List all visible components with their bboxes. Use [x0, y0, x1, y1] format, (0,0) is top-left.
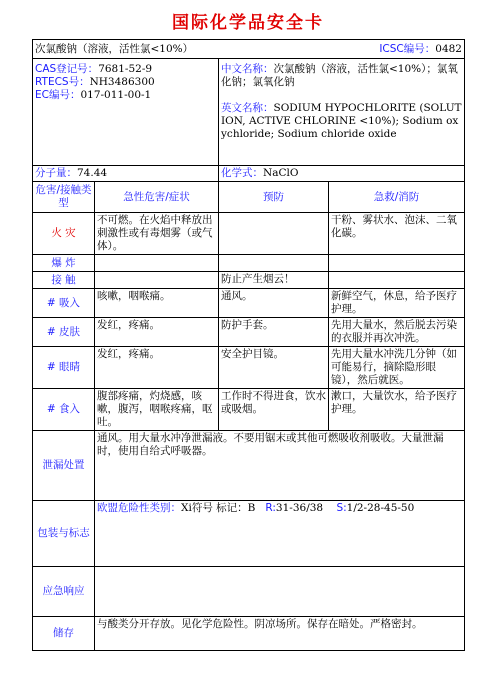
- hazard-type: 火 灾: [33, 213, 95, 255]
- hazard-first-aid: 先用大量水冲洗几分钟（如可能易行，摘除隐形眼镜），然后就医。: [329, 347, 465, 389]
- spill-label: 泄漏处置: [33, 431, 95, 501]
- s-phrase-label: S:: [336, 502, 347, 514]
- emergency-text: [95, 567, 465, 617]
- hazard-type: 爆 炸: [33, 255, 95, 272]
- hazard-prevention: 工作时不得进食，饮水或吸烟。: [219, 389, 329, 431]
- packaging-label: 包装与标志: [33, 501, 95, 567]
- r-phrase-value: 31-36/38: [275, 502, 324, 514]
- icsc-label: ICSC编号：: [379, 42, 436, 55]
- ec-label: EC编号：: [35, 89, 81, 101]
- emergency-label: 应急响应: [33, 567, 95, 617]
- hazard-type: # 食入: [33, 389, 95, 431]
- formula-label: 化学式：: [221, 167, 263, 179]
- names-cell: [219, 59, 465, 166]
- hazard-first-aid: 先用大量水，然后脱去污染的衣服并再次冲洗。: [329, 318, 465, 347]
- hazard-symptom: 发红，疼痛。: [95, 347, 219, 389]
- hazard-prevention: 防止产生烟云！: [219, 272, 329, 289]
- identifier-cell: [33, 59, 219, 166]
- hazard-prevention: [219, 255, 329, 272]
- hazard-row-explosion: [33, 255, 465, 272]
- emergency-row: [33, 567, 465, 617]
- en-name-label: 英文名称：: [221, 102, 274, 114]
- hazard-type: # 吸入: [33, 289, 95, 318]
- cn-name-label: 中文名称：: [221, 63, 274, 75]
- hazard-first-aid: [329, 255, 465, 272]
- storage-label: 储存: [33, 617, 95, 651]
- hazard-prevention: 通风。: [219, 289, 329, 318]
- hazard-symptom: [95, 272, 219, 289]
- formula-cell: [219, 166, 465, 182]
- storage-row: [33, 617, 465, 651]
- col-header-symptom: 急性危害/症状: [95, 182, 219, 213]
- hazard-row-fire: [33, 213, 465, 255]
- hazard-first-aid: 新鲜空气，休息，给予医疗护理。: [329, 289, 465, 318]
- spill-text: 通风。用大量水冲净泄漏液。不要用锯末或其他可燃吸收剂吸收。大量泄漏时，使用自给式呼吸器。: [95, 431, 465, 501]
- hazard-type: 接 触: [33, 272, 95, 289]
- chemical-name: 次氯酸钠（溶液，活性氯<10%）: [35, 42, 194, 55]
- hazard-prevention: 防护手套。: [219, 318, 329, 347]
- ec-value: 017-011-00-1: [80, 89, 152, 101]
- hazard-row-eyes: [33, 347, 465, 389]
- icsc-value: 0482: [435, 42, 462, 55]
- hazard-first-aid: 漱口，大量饮水，给予医疗护理。: [329, 389, 465, 431]
- header-cell: [33, 40, 465, 59]
- safety-card-table: [32, 39, 465, 651]
- header-row: [33, 40, 465, 59]
- hazard-symptom: 发红，疼痛。: [95, 318, 219, 347]
- col-header-first-aid: 急救/消防: [329, 182, 465, 213]
- packaging-row: [33, 501, 465, 567]
- hazard-symptom: [95, 255, 219, 272]
- eu-class-label: 欧盟危险性类别：: [97, 502, 181, 514]
- formula-value: NaClO: [263, 167, 299, 179]
- hazard-symptom: 腹部疼痛，灼烧感，咳嗽，腹泻，咽喉疼痛，呕吐。: [95, 389, 219, 431]
- rtecs-value: NH3486300: [89, 76, 155, 88]
- hazard-row-ingestion: [33, 389, 465, 431]
- hazard-row-inhalation: [33, 289, 465, 318]
- col-header-prevention: 预防: [219, 182, 329, 213]
- hazard-symptom: 不可燃。在火焰中释放出刺激性或有毒烟雾（或气体）。: [95, 213, 219, 255]
- packaging-cell: [95, 501, 465, 567]
- cas-value: 7681-52-9: [98, 63, 153, 75]
- hazard-symptom: 咳嗽，咽喉痛。: [95, 289, 219, 318]
- hazard-prevention: [219, 213, 329, 255]
- mw-cell: [33, 166, 219, 182]
- r-phrase-label: R:: [265, 502, 276, 514]
- hazard-first-aid: 干粉、雾状水、泡沫、二氧化碳。: [329, 213, 465, 255]
- hazard-prevention: 安全护目镜。: [219, 347, 329, 389]
- formula-row: [33, 166, 465, 182]
- mw-label: 分子量：: [35, 167, 77, 179]
- hazard-type: # 皮肤: [33, 318, 95, 347]
- column-header-row: [33, 182, 465, 213]
- spill-row: [33, 431, 465, 501]
- card-title: 国际化学品安全卡: [172, 13, 324, 33]
- eu-class-text: Xi符号 标记：B: [181, 502, 256, 514]
- hazard-row-contact: [33, 272, 465, 289]
- en-name-value: SODIUM HYPOCHLORITE (SOLUTION, ACTIVE CHLORINE <10%); Sodium oxychloride; Sodium chloride oxide: [221, 102, 462, 140]
- cas-label: CAS登记号：: [35, 63, 99, 75]
- storage-text: 与酸类分开存放。见化学危险性。阴凉场所。保存在暗处。严格密封。: [95, 617, 465, 651]
- cn-name-value: 次氯酸钠（溶液，活性氯<10%）；氯氧化钠；氯氧化钠: [221, 63, 458, 88]
- mw-value: 74.44: [77, 167, 108, 179]
- rtecs-label: RTECS号：: [35, 76, 90, 88]
- hazard-first-aid: [329, 272, 465, 289]
- hazard-type: # 眼睛: [33, 347, 95, 389]
- s-phrase-value: 1/2-28-45-50: [346, 502, 415, 514]
- hazard-row-skin: [33, 318, 465, 347]
- col-header-type: 危害/接触类型: [33, 182, 95, 213]
- identifier-row: [33, 59, 465, 166]
